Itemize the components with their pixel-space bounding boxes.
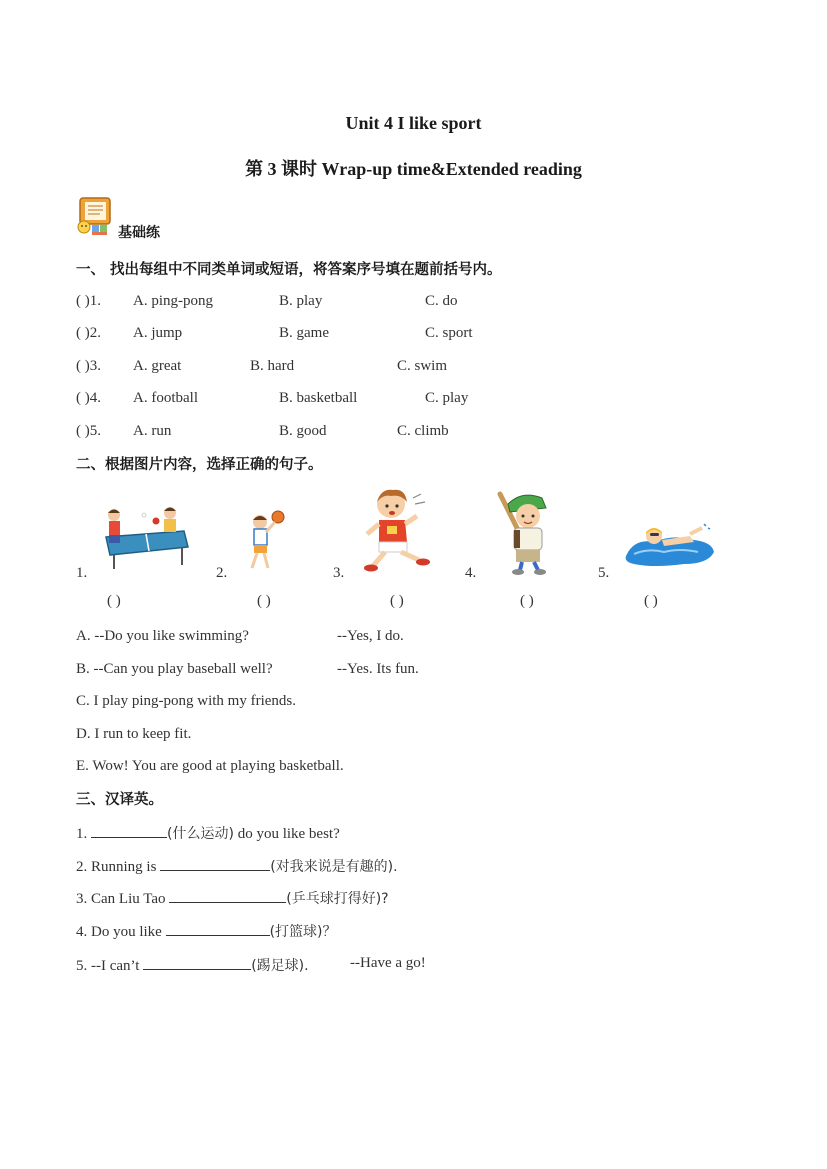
section1-heading: 一、 找出每组中不同类单词或短语，将答案序号填在题前括号内。 <box>76 262 502 278</box>
s1-item3-a: A. great <box>133 358 182 374</box>
pic1-num: 1. <box>76 565 88 581</box>
pic4-num: 4. <box>465 565 477 581</box>
option-c: C. I play ping-pong with my friends. <box>76 693 296 709</box>
option-a-question: A. --Do you like swimming? <box>76 628 249 644</box>
s3-item5-blank[interactable] <box>143 955 251 970</box>
s1-item3-b: B. hard <box>250 358 295 374</box>
s1-item5-a: A. run <box>133 423 172 439</box>
s3-item3-hint: (乒乓球打得好)? <box>286 891 389 907</box>
lesson-title: 第 3 课时 Wrap-up time&Extended reading <box>245 159 582 179</box>
s3-item5-pre: 5. --I can’t <box>76 958 144 974</box>
basketball-player-icon <box>238 508 288 574</box>
option-b-reply: --Yes. Its fun. <box>337 661 419 677</box>
swimmer-icon <box>624 520 716 568</box>
s3-item2-pre: 2. Running is <box>76 859 161 875</box>
option-d: D. I run to keep fit. <box>76 726 192 742</box>
s1-item2-c: C. sport <box>425 325 473 341</box>
running-boy-icon <box>357 486 433 574</box>
pic1-answer-paren[interactable]: ( ) <box>107 593 121 609</box>
s1-item4-num: ( )4. <box>76 390 101 406</box>
s1-item1-a: A. ping-pong <box>133 293 213 309</box>
s1-item2-num: ( )2. <box>76 325 101 341</box>
option-e: E. Wow! You are good at playing basketball. <box>76 758 344 774</box>
s3-item4-blank[interactable] <box>166 921 270 936</box>
s3-item4-hint: (打篮球)？ <box>269 924 337 940</box>
badge-label: 基础练 <box>118 225 160 241</box>
s3-item3 <box>76 888 389 908</box>
unit-title: Unit 4 I like sport <box>345 113 482 133</box>
option-b-question: B. --Can you play baseball well? <box>76 661 273 677</box>
s3-item4-pre: 4. Do you like <box>76 924 166 940</box>
s3-item2-blank[interactable] <box>160 856 270 871</box>
pic2-answer-paren[interactable]: ( ) <box>257 593 271 609</box>
s3-item5 <box>76 955 309 975</box>
section3-heading: 三、汉译英。 <box>76 792 163 808</box>
s3-item1-hint: (什么运动) <box>167 826 234 842</box>
s3-item3-blank[interactable] <box>169 888 286 903</box>
s3-item1 <box>76 823 340 843</box>
s3-item1-post: do you like best? <box>233 826 340 842</box>
s1-item5-c: C. climb <box>397 423 449 439</box>
pic4-answer-paren[interactable]: ( ) <box>520 593 534 609</box>
s3-item2-hint: (对我来说是有趣的). <box>270 859 398 875</box>
s3-item2 <box>76 856 398 876</box>
s1-item5-num: ( )5. <box>76 423 101 439</box>
pic3-answer-paren[interactable]: ( ) <box>390 593 404 609</box>
pic2-num: 2. <box>216 565 228 581</box>
s1-item1-b: B. play <box>279 293 323 309</box>
s1-item4-b: B. basketball <box>279 390 358 406</box>
s1-item4-a: A. football <box>133 390 198 406</box>
s1-item3-c: C. swim <box>397 358 448 374</box>
baseball-boy-icon <box>492 490 564 576</box>
s1-item4-c: C. play <box>425 390 469 406</box>
s3-item1-blank[interactable] <box>91 823 167 838</box>
notebook-icon <box>76 196 114 236</box>
s1-item2-b: B. game <box>279 325 329 341</box>
ping-pong-players-icon <box>98 503 192 571</box>
s3-item3-pre: 3. Can Liu Tao <box>76 891 170 907</box>
s1-item1-num: ( )1. <box>76 293 101 309</box>
s3-item4 <box>76 921 337 941</box>
s1-item5-b: B. good <box>279 423 327 439</box>
pic3-num: 3. <box>333 565 345 581</box>
s1-item1-c: C. do <box>425 293 458 309</box>
section2-heading: 二、根据图片内容，选择正确的句子。 <box>76 457 323 473</box>
pic5-answer-paren[interactable]: ( ) <box>644 593 658 609</box>
pic5-num: 5. <box>598 565 610 581</box>
s3-item5-post: --Have a go! <box>350 955 426 971</box>
option-a-reply: --Yes, I do. <box>337 628 404 644</box>
s3-item1-pre: 1. <box>76 826 91 842</box>
s3-item5-hint: (踢足球). <box>251 958 309 974</box>
s1-item2-a: A. jump <box>133 325 183 341</box>
s1-item3-num: ( )3. <box>76 358 101 374</box>
